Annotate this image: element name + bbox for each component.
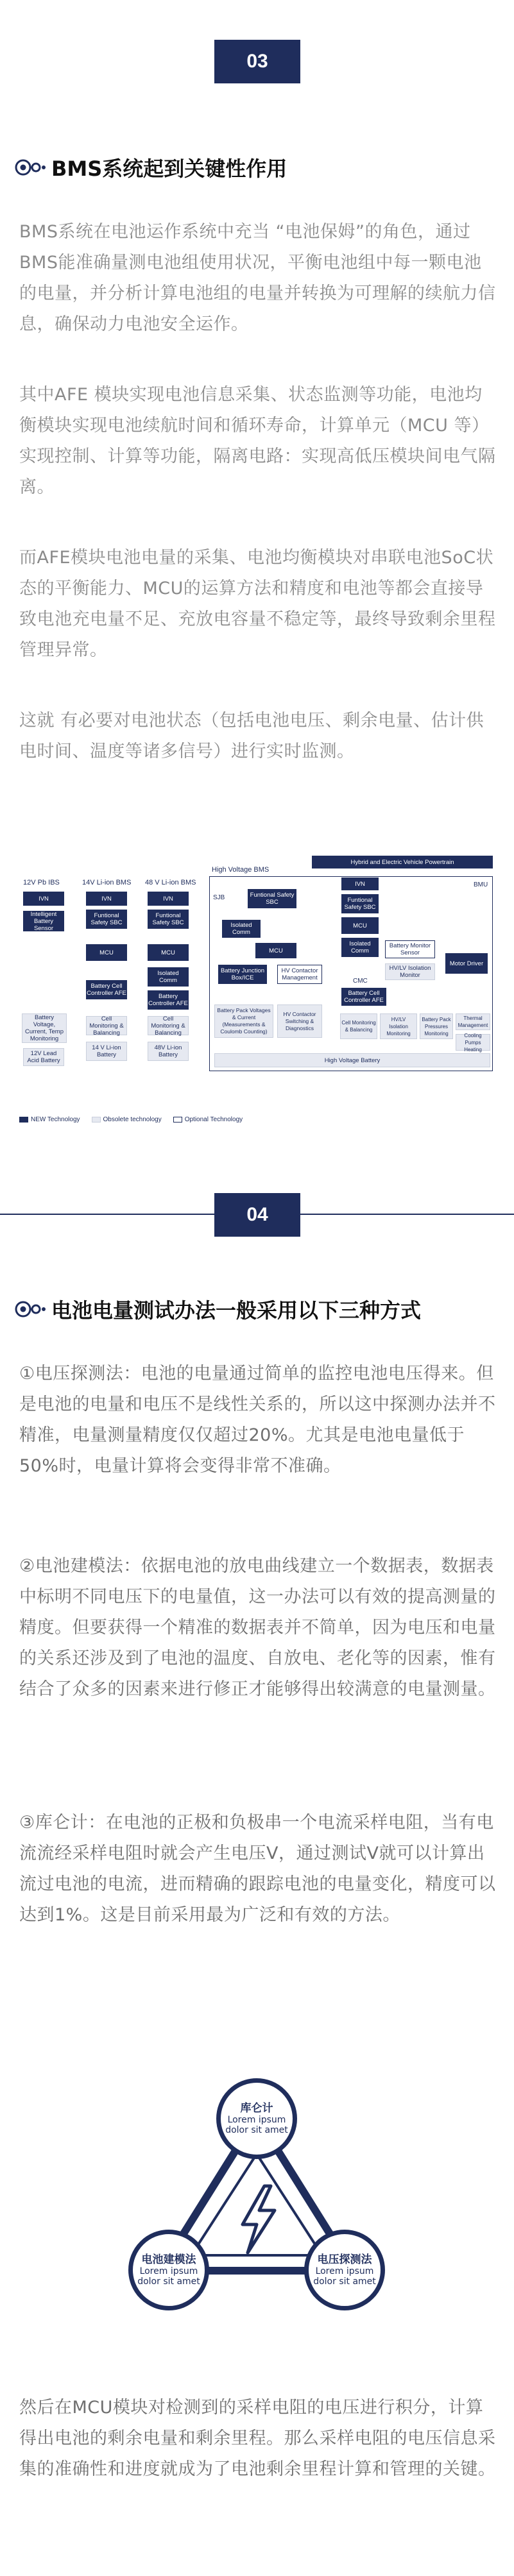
section-number-badge: 03 [214, 40, 300, 83]
bms-sensor-box: Battery Monitor Sensor [385, 940, 435, 958]
section-number-badge: 04 [214, 1193, 300, 1237]
hv-title: High Voltage BMS [212, 866, 270, 874]
iso-box: Isolated Comm [341, 938, 379, 957]
contactor-box: HV Contactor Management [277, 965, 322, 984]
paragraph: ③库仑计：在电池的正极和负极串一个电流采样电阻，当有电流流经采样电阻时就会产生电压V，通过测试V就可以计算出流过电池的电流，进而精确的跟踪电池的电量变化，精度可以达到1%。这是目前采用最为广泛和有效的方法。 [19, 1813, 496, 1925]
hybrid-title-box: Hybrid and Electric Vehicle Powertrain [312, 856, 493, 869]
monitor-box: Battery Voltage, Current, Temp Monitoring [22, 1013, 67, 1043]
paragraph: 这就 有必要对电池状态（包括电池电压、剩余电量、估计供电时间、温度等诸多信号）进行实时监测。 [19, 711, 484, 761]
method-circle: 电池建模法 Lorem ipsum dolor sit amet [128, 2230, 209, 2310]
eye-link-icon [14, 157, 47, 178]
sbc-box: Funtional Safety SBC [86, 910, 127, 929]
paragraph: BMS系统在电池运作系统中充当 “电池保姆”的角色，通过BMS能准确量测电池组使用状况，平衡电池组中每一颗电池的电量，并分析计算电池组的电量并转换为可理解的续航力信息，确保动力电池安全运作。 [19, 222, 496, 334]
cell-box: Cell Monitoring & Balancing [148, 1016, 189, 1035]
paragraph: 然后在MCU模块对检测到的采样电阻的电压进行积分，计算得出电池的剩余电量和剩余里程。那么采样电阻的电压信息采集的准确性和进度就成为了电池剩余里程计算和管理的关键。 [19, 2398, 496, 2479]
legend-item: Optional Technology [173, 1116, 243, 1123]
legend-item: Obsolete technology [92, 1116, 162, 1123]
diagram-legend [19, 1116, 243, 1123]
motor-box: Motor Driver [445, 953, 488, 974]
pack-box: Battery Pack Voltages & Current (Measurements & Coulomb Counting) [214, 1004, 273, 1038]
bms-architecture-diagram [19, 853, 495, 1133]
ivn-box: IVN [23, 892, 64, 906]
ivn-box: IVN [86, 892, 127, 906]
sjb-label: SJB [213, 894, 225, 901]
mcu-box: MCU [341, 917, 379, 934]
bmu-label: BMU [474, 881, 488, 888]
paragraph: ②电池建模法：依据电池的放电曲线建立一个数据表，数据表中标明不同电压下的电量值，这一办法可以有效的提高测量的精度。但要获得一个精准的数据表并不简单，因为电压和电量的关系还涉及到了电池的温度、自放电、老化等的因素，惟有结合了众多的因素来进行修正才能够得出较满意的电量测量。 [19, 1556, 496, 1699]
thermal-box: Thermal Management [456, 1013, 490, 1030]
hv-iso-box: HV/LV Isolation Monitor [385, 963, 435, 980]
battery-box: 14 V Li-ion Battery [86, 1042, 127, 1061]
iso-box: Isolated Comm [222, 920, 261, 938]
mcu-box: MCU [255, 943, 296, 958]
battery-box: 12V Lead Acid Battery [23, 1048, 64, 1066]
bpress-box: Battery Pack Pressures Monitoring [420, 1013, 453, 1039]
methods-triangle-graphic [128, 2078, 385, 2322]
sbc-box: Funtional Safety SBC [248, 889, 296, 908]
method-circle: 库仑计 Lorem ipsum dolor sit amet [216, 2078, 297, 2159]
junction-box: Battery Junction Box/ICE [218, 965, 267, 984]
col-title: 48 V Li-ion BMS [145, 879, 196, 886]
hvlv-box: HV/LV Isolation Monitoring [380, 1013, 417, 1039]
legend-item: NEW Technology [19, 1116, 80, 1123]
cmc-label: CMC [353, 978, 368, 985]
afe-box: Battery Controller AFE [148, 990, 189, 1010]
section-heading [14, 1294, 421, 1324]
section-title: BMS系统起到关键性作用 [51, 157, 287, 181]
paragraph: 其中AFE 模块实现电池信息采集、状态监测等功能，电池均衡模块实现电池续航时间和循环寿命，计算单元（MCU 等）实现控制、计算等功能，隔离电路：实现高低压模块间电气隔离。 [19, 385, 496, 497]
section-title: 电池电量测试办法一般采用以下三种方式 [51, 1298, 422, 1323]
method-circle: 电压探测法 Lorem ipsum dolor sit amet [304, 2230, 385, 2310]
col-title: 14V Li-ion BMS [82, 879, 132, 886]
cell-box: Cell Monitoring & Balancing [86, 1016, 127, 1035]
eye-link-icon [14, 1299, 47, 1319]
bcc-box: Battery Cell Controller AFE [341, 988, 386, 1006]
paragraph: 而AFE模块电池电量的采集、电池均衡模块对串联电池SoC状态的平衡能力、MCU的运算方法和精度和电池等都会直接导致电池充电量不足、充放电容量不稳定等，最终导致剩余里程管理异常。 [19, 548, 496, 660]
section-heading [14, 153, 287, 182]
sensor-box: Intelligent Battery Sensor [23, 911, 64, 931]
col-title: 12V Pb IBS [23, 879, 60, 886]
mcu-box: MCU [86, 944, 127, 961]
battery-box: 48V Li-ion Battery [148, 1042, 189, 1061]
afe-box: Battery Cell Controller AFE [86, 980, 127, 999]
ivn-box: IVN [148, 892, 189, 906]
cellmon-box: Cell Monitoring & Balancing [340, 1013, 377, 1039]
iso-box: Isolated Comm [148, 967, 189, 987]
ivn-box: IVN [341, 877, 379, 890]
sbc-box: Funtional Safety SBC [341, 894, 379, 913]
mcu-box: MCU [148, 944, 189, 961]
cooling-box: Cooling Pumps Heating [456, 1034, 490, 1051]
hv-contact-box: HV Contactor Switching & Diagnostics [277, 1004, 322, 1038]
hv-battery-box: High Voltage Battery [214, 1053, 490, 1067]
paragraph: ①电压探测法：电池的电量通过简单的监控电池电压得来。但是电池的电量和电压不是线性关系的，所以这中探测办法并不精准，电量测量精度仅仅超过20%。尤其是电池电量低于50%时，电量计算将会变得非常不准确。 [19, 1364, 496, 1476]
sbc-box: Funtional Safety SBC [148, 910, 189, 929]
